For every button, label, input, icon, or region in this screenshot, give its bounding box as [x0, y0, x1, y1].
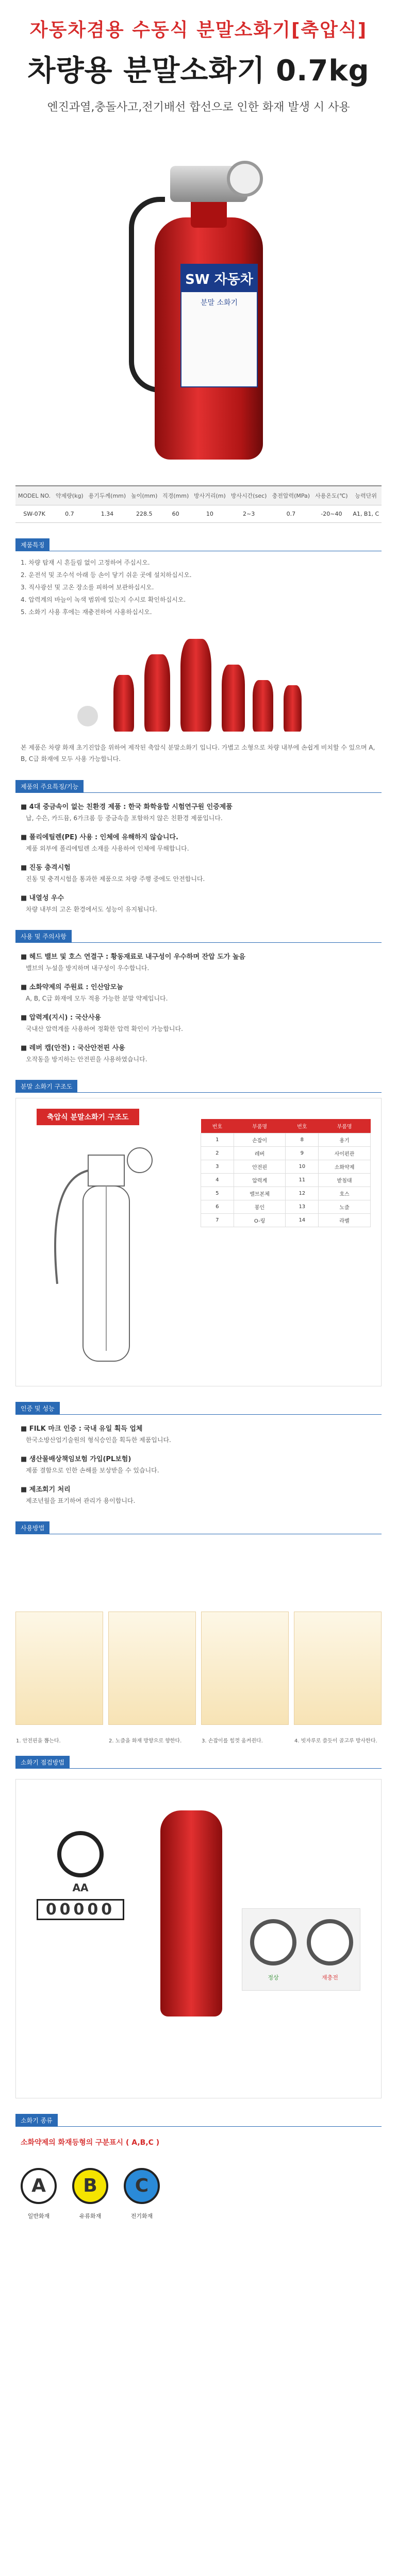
usage-text: 오작동을 방지하는 안전핀을 사용하였습니다.: [26, 1056, 147, 1063]
gauge-ok-label: 정상: [268, 1974, 279, 1981]
spec-cell: 0.7: [53, 505, 86, 523]
spec-cell: 10: [191, 505, 228, 523]
class-c-label: 전기화재: [130, 2213, 153, 2219]
section-howto: [15, 1521, 382, 1534]
extinguisher-photo: [160, 1810, 222, 2016]
extinguisher-label: [180, 264, 258, 387]
cert-text: 한국소방산업기술원의 형식승인을 획득한 제품입니다.: [26, 1436, 171, 1444]
note-item: 5. 소화기 사용 후에는 재충전하여 사용하십시오.: [21, 608, 152, 616]
parts-row: 1 손잡이 8 용기: [201, 1133, 371, 1147]
cert-title: ■ 생산물배상책임보험 가입(PL보험): [21, 1455, 131, 1463]
spec-cell: SW-07K: [15, 505, 53, 523]
label-main: SW 자동차: [181, 265, 257, 292]
parts-header: 번호: [201, 1119, 234, 1133]
mini-extinguisher: [222, 665, 245, 732]
cert-list: [0, 1423, 397, 1506]
hero-subtitle: 자동차겸용 수동식 분말소화기[축압식]: [29, 20, 368, 41]
section-title: 사용 및 주의사항: [15, 930, 72, 943]
section-title: 사용방법: [15, 1521, 49, 1534]
note-item: 4. 압력계의 바늘이 녹색 범위에 있는지 수시로 확인하십시오.: [21, 596, 186, 603]
usage-title: ■ 헤드 밸브 및 호스 연결구 : 황동재료로 내구성이 우수하며 잔압 도가 높음: [21, 953, 245, 961]
step-caption: 2. 노즐을 화재 방향으로 향한다.: [109, 1738, 182, 1744]
diagram-title: 축압식 분말소화기 구조도: [37, 1109, 139, 1125]
gauge-ok-icon: [250, 1919, 296, 1965]
cert-text: 제조년월을 표기하여 관리가 용이합니다.: [26, 1497, 136, 1504]
feature-text: 차량 내부의 고온 환경에서도 성능이 유지됩니다.: [26, 906, 157, 913]
class-a-label: 일반화재: [27, 2213, 50, 2219]
usage-text: A, B, C급 화재에 모두 적용 가능한 분말 약제입니다.: [26, 995, 168, 1002]
feature-text: 진동 및 충격시험을 통과한 제품으로 차량 주행 중에도 안전합니다.: [26, 875, 205, 883]
step-caption: 1. 안전핀을 뽑는다.: [16, 1738, 61, 1744]
pressure-gauge-icon: [227, 161, 263, 197]
mini-extinguisher: [253, 680, 273, 732]
feature-text: 제품 외부에 폴리에틸렌 소재를 사용하여 인체에 무해합니다.: [26, 845, 189, 852]
section-caution: [15, 1756, 382, 1769]
step-panel: [108, 1612, 196, 1744]
mini-extinguisher: [284, 685, 302, 732]
class-b-label: 유류화재: [79, 2213, 102, 2219]
section-title: 소화기 종류: [15, 2114, 58, 2127]
spec-cell: 60: [160, 505, 191, 523]
notes-list: [21, 556, 376, 618]
feature-title: ■ 내열성 우수: [21, 894, 64, 902]
spec-header: 직경(mm): [160, 486, 191, 505]
spec-header: 용기두께(mm): [86, 486, 129, 505]
parts-header: 부품명: [234, 1119, 286, 1133]
spec-cell: 228.5: [128, 505, 160, 523]
section-class: [15, 2114, 382, 2127]
section-title: 분말 소화기 구조도: [15, 1080, 77, 1093]
gauge-bad-icon: [307, 1919, 353, 1965]
class-c-icon: C: [124, 2168, 160, 2204]
section-diagram: [15, 1080, 382, 1093]
section-features: [15, 780, 382, 793]
section-title: 제품특징: [15, 538, 49, 551]
class-a-icon: A: [21, 2168, 57, 2204]
step-panel: [15, 1612, 103, 1744]
spec-cell: 0.7: [270, 505, 313, 523]
usage-title: ■ 레버 캡(안전) : 국산안전핀 사용: [21, 1044, 125, 1052]
product-lineup-image: [15, 629, 382, 732]
hero-header: [0, 0, 397, 125]
note-item: 1. 차량 탑재 시 흔들림 없이 고정하여 주십시오.: [21, 559, 150, 566]
step-panel: [201, 1612, 289, 1744]
feature-title: ■ 4대 중금속이 없는 친환경 제품 : 한국 화학융합 시험연구원 인증제품: [21, 803, 233, 811]
label-sub: 분말 소화기: [200, 299, 238, 307]
cert-text: 제품 결함으로 인한 손해를 보상받을 수 있습니다.: [26, 1467, 159, 1474]
cert-title: ■ FILK 마크 인증 : 국내 유일 획득 업체: [21, 1425, 143, 1433]
kc-logo-icon: [57, 1831, 104, 1877]
hero-extinguisher-image: [0, 125, 397, 480]
section-product: [15, 538, 382, 551]
kc-mark: [37, 1831, 124, 1934]
step-panel: [294, 1612, 382, 1744]
mini-extinguisher: [113, 675, 134, 732]
usage-title: ■ 압력계(지시) : 국산사용: [21, 1014, 101, 1022]
intro-text: 본 제품은 차량 화재 초기진압을 위하여 제작된 축압식 분말소화기 입니다. 가볍고 소형으로 차량 내부에 손쉽게 비치할 수 있으며 A, B, C급 화재에 모두 사용 가능합니다.: [21, 744, 375, 762]
step-caption: 4. 빗자루로 쓸듯이 골고루 방사한다.: [294, 1738, 377, 1744]
spec-header: 방사거리(m): [191, 486, 228, 505]
hero-title: 차량용 분말소화기 0.7kg: [27, 54, 370, 88]
throw-ball-icon: [77, 706, 98, 726]
section-title: 소화기 점검방법: [15, 1756, 70, 1769]
parts-header: 번호: [286, 1119, 319, 1133]
note-item: 2. 운전석 및 조수석 아래 등 손이 닿기 쉬운 곳에 설치하십시오.: [21, 571, 192, 579]
kc-code: AA: [72, 1882, 89, 1894]
fire-class-panel: [15, 2137, 382, 2240]
structure-diagram: [15, 1098, 382, 1386]
spec-header: 높이(mm): [128, 486, 160, 505]
spec-cell: 1.34: [86, 505, 129, 523]
spec-header: MODEL NO.: [15, 486, 53, 505]
usage-title: ■ 소화약제의 주원료 : 인산암모늄: [21, 984, 123, 991]
parts-row: 3 안전핀 10 소화약제: [201, 1160, 371, 1174]
parts-row: 2 레버 9 사이펀관: [201, 1147, 371, 1160]
section-usage: [15, 930, 382, 943]
feature-title: ■ 진동 충격시험: [21, 864, 71, 872]
inspection-panel: [15, 1779, 382, 2098]
parts-table: [201, 1119, 371, 1227]
fire-class-title: 소화약제의 화재등형의 구분표시 ( A,B,C ): [21, 2139, 160, 2147]
section-title: 인증 및 성능: [15, 1402, 60, 1415]
spec-header: 사용온도(℃): [312, 486, 350, 505]
section-cert: [15, 1402, 382, 1415]
hero-description: 엔진과열,충돌사고,전기배선 합선으로 인한 화재 발생 시 사용: [47, 101, 350, 114]
spec-value-row: [15, 505, 382, 523]
class-b-icon: B: [72, 2168, 108, 2204]
mini-extinguisher: [144, 654, 170, 732]
feature-title: ■ 폴리에틸렌(PE) 사용 : 인체에 유해하지 않습니다.: [21, 834, 178, 841]
section-title: 제품의 주요특징/기능: [15, 780, 84, 793]
extinguisher-illustration: [150, 145, 268, 465]
usage-text: 밸브의 누설을 방지하며 내구성이 우수합니다.: [26, 964, 150, 972]
parts-header: 부품명: [319, 1119, 371, 1133]
spec-table: [15, 485, 382, 523]
parts-row: 6 봉인 13 노즐: [201, 1200, 371, 1214]
parts-row: 4 압력계 11 받침대: [201, 1174, 371, 1187]
spec-header: 약제량(kg): [53, 486, 86, 505]
spec-cell: A1, B1, C: [351, 505, 382, 523]
gauge-bad-label: 재충전: [322, 1974, 338, 1981]
extinguisher-outline-icon: [37, 1129, 191, 1377]
kc-number: 00000: [37, 1899, 124, 1920]
step-caption: 3. 손잡이를 힘껏 움켜쥔다.: [202, 1738, 263, 1744]
spec-header: 충전압력(MPa): [270, 486, 313, 505]
spec-header: 방사시간(sec): [228, 486, 270, 505]
spec-header-row: [15, 486, 382, 505]
usage-text: 국내산 압력계를 사용하여 정확한 압력 확인이 가능합니다.: [26, 1025, 183, 1032]
spec-cell: 2~3: [228, 505, 270, 523]
cert-title: ■ 제조회기 처리: [21, 1486, 71, 1494]
parts-row: 5 밸브본체 12 호스: [201, 1187, 371, 1200]
usage-list: [0, 951, 397, 1064]
parts-row: 7 O-링 14 라벨: [201, 1214, 371, 1227]
spec-cell: -20~40: [312, 505, 350, 523]
spec-header: 능력단위: [351, 486, 382, 505]
mini-extinguisher: [180, 639, 211, 732]
gauge-compare: [242, 1908, 360, 1991]
note-item: 3. 직사광선 및 고온 장소를 피하여 보관하십시오.: [21, 584, 154, 591]
howto-steps: [15, 1545, 382, 1744]
feature-text: 납, 수은, 카드뮴, 6가크롬 등 중금속을 포함하지 않은 친환경 제품입니다.: [26, 815, 223, 822]
feature-list: [0, 801, 397, 914]
